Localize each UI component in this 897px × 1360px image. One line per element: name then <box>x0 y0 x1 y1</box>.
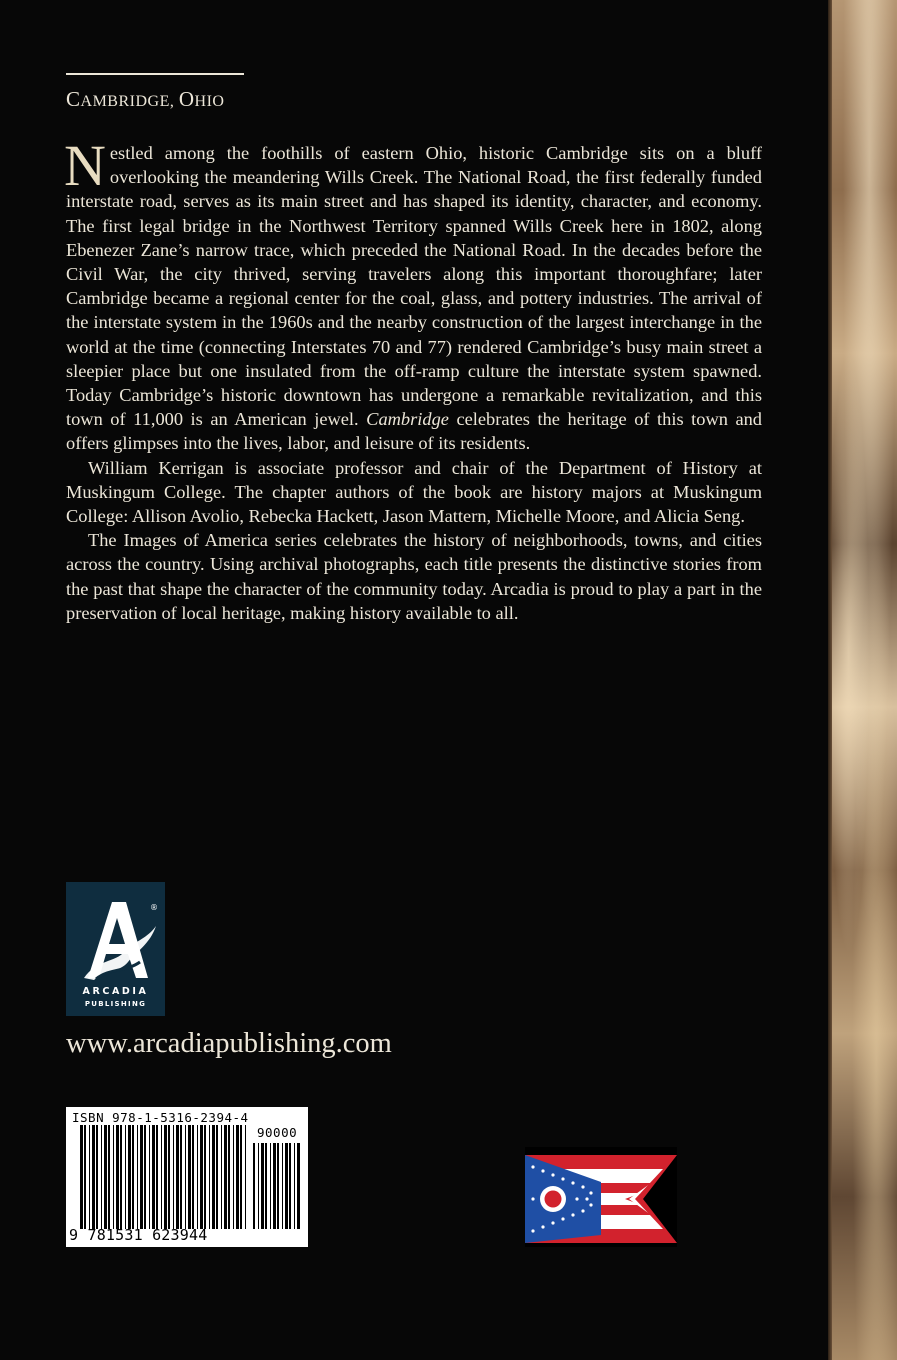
barcode-bar <box>149 1125 150 1229</box>
barcode-bar <box>294 1143 295 1229</box>
svg-text:ARCADIA: ARCADIA <box>82 986 149 997</box>
barcode-bar <box>204 1125 206 1229</box>
flag-star <box>531 1197 534 1200</box>
flag-star <box>531 1165 534 1168</box>
flag-star <box>561 1217 564 1220</box>
barcode-bar <box>84 1125 86 1229</box>
flag-star <box>585 1197 588 1200</box>
flag-star <box>551 1173 554 1176</box>
barcode-bar <box>200 1125 203 1229</box>
barcode-bar <box>156 1125 158 1229</box>
flag-star <box>589 1203 592 1206</box>
barcode-bar <box>132 1125 134 1229</box>
barcode-bar <box>104 1125 107 1229</box>
barcode-bar <box>236 1125 239 1229</box>
blurb-text <box>64 133 762 625</box>
barcode-bar <box>113 1125 114 1229</box>
barcode-bar <box>128 1125 131 1229</box>
barcode-bar <box>116 1125 119 1229</box>
book-title: CAMBRIDGE, OHIO <box>66 87 225 111</box>
barcode-bar <box>233 1125 234 1229</box>
ohio-flag <box>525 1147 677 1247</box>
drop-cap: N <box>64 133 106 198</box>
ean-digits: 9 781531 623944 <box>69 1226 208 1244</box>
barcode-bar <box>188 1125 191 1229</box>
blurb-paragraph-1: Nestled among the foothills of eastern Ohio, historic Cambridge sits on a bluff overlooking the meandering Wills Creek. The National Road, the first federally funded interstate road, serves as its main street and has shaped its identity, character, and economy. The first legal bridge in the Northwest Territory spanned Wills Creek here in 1802, along Ebenezer Zane’s narrow trace, which preceded the National Road. In the decades before the Civil War, the city thrived, serving travelers along this important thoroughfare; later Cambridge became a regional center for the coal, glass, and pottery industries. The arrival of the interstate system in the 1960s and the nearby construction of the largest interchange in the world at the time (connecting Interstates 70 and 77) rendered Cambridge’s busy main street a sleepier place but one insulated from the off-ramp culture the interstate system spawned. Today Cambridge’s historic downtown has undergone a remarkable revitalization, and this town of 11,000 is an American jewel. Cambridge celebrates the heritage of this town and offers glimpses into the lives, labor, and leisure of its residents. <box>64 133 762 454</box>
author-bio-paragraph: William Kerrigan is associate professor and chair of the Department of History at Muskingum College. The chapter authors of the book are history majors at Muskingum College: Allison Avolio, Rebecka Hackett, Jason Mattern, Michelle Moore, and Alicia Seng. <box>66 457 762 527</box>
barcode-bar <box>216 1125 218 1229</box>
svg-text:®: ® <box>150 903 158 912</box>
barcode-bar <box>212 1125 215 1229</box>
barcode-bar <box>258 1143 259 1229</box>
barcode-bar <box>228 1125 230 1229</box>
flag-star <box>541 1169 544 1172</box>
barcode-bar <box>164 1125 167 1229</box>
barcode-bar <box>161 1125 162 1229</box>
barcode-bar <box>180 1125 182 1229</box>
barcode-bar <box>285 1143 288 1229</box>
barcode-bar <box>144 1125 146 1229</box>
barcode-bar <box>289 1143 291 1229</box>
title-rule <box>66 73 244 75</box>
barcode-bar <box>168 1125 170 1229</box>
flag-star <box>575 1197 578 1200</box>
publisher-url[interactable]: www.arcadiapublishing.com <box>66 1028 392 1059</box>
barcode-bar <box>176 1125 179 1229</box>
barcode-bar <box>185 1125 186 1229</box>
ohio-flag-icon <box>525 1147 677 1247</box>
barcode-bar <box>173 1125 174 1229</box>
barcode-bar <box>221 1125 222 1229</box>
barcode-bar <box>261 1143 264 1229</box>
barcode-bar <box>92 1125 95 1229</box>
barcode-bar <box>140 1125 143 1229</box>
barcode-bar <box>277 1143 279 1229</box>
flag-star <box>581 1185 584 1188</box>
barcode-bar <box>245 1125 246 1229</box>
barcode-bar <box>152 1125 155 1229</box>
barcode-bar <box>80 1125 83 1229</box>
barcode-bar <box>137 1125 138 1229</box>
barcode-bar <box>101 1125 102 1229</box>
barcode-bar <box>96 1125 98 1229</box>
flag-star <box>561 1177 564 1180</box>
barcode-bar <box>209 1125 210 1229</box>
flag-star <box>571 1181 574 1184</box>
arcadia-a-icon <box>66 882 165 1016</box>
flag-star <box>581 1209 584 1212</box>
price-code: 90000 <box>257 1125 298 1140</box>
barcode-bar <box>253 1143 255 1229</box>
flag-star <box>571 1213 574 1216</box>
flag-star <box>541 1225 544 1228</box>
barcode-bar <box>125 1125 126 1229</box>
barcode-bar <box>108 1125 110 1229</box>
barcode-bar <box>273 1143 276 1229</box>
barcode-bar <box>270 1143 271 1229</box>
flag-star <box>589 1191 592 1194</box>
arcadia-publishing-logo <box>66 882 165 1016</box>
addon-barcode-bars <box>253 1143 303 1229</box>
series-description-paragraph: The Images of America series celebrates the history of neighborhoods, towns, and cities across the country. Using archival photographs, each title presents the distinctive stories from the past that shape the character of the community today. Arcadia is proud to play a part in the preservation of local heritage, making history available to all. <box>66 530 762 623</box>
isbn-barcode <box>66 1107 308 1247</box>
flag-star <box>551 1221 554 1224</box>
barcode-bar <box>240 1125 242 1229</box>
svg-text:PUBLISHING: PUBLISHING <box>84 1000 147 1008</box>
barcode-bar <box>120 1125 122 1229</box>
sepia-photo-strip <box>828 0 897 1360</box>
barcode-bar <box>197 1125 198 1229</box>
isbn-label: ISBN 978-1-5316-2394-4 <box>72 1110 249 1125</box>
barcode-bar <box>89 1125 90 1229</box>
ean-barcode-bars <box>80 1125 248 1229</box>
flag-star <box>531 1229 534 1232</box>
barcode-bar <box>297 1143 300 1229</box>
barcode-bar <box>265 1143 267 1229</box>
barcode-bar <box>282 1143 283 1229</box>
barcode-bar <box>224 1125 227 1229</box>
barcode-bar <box>192 1125 194 1229</box>
